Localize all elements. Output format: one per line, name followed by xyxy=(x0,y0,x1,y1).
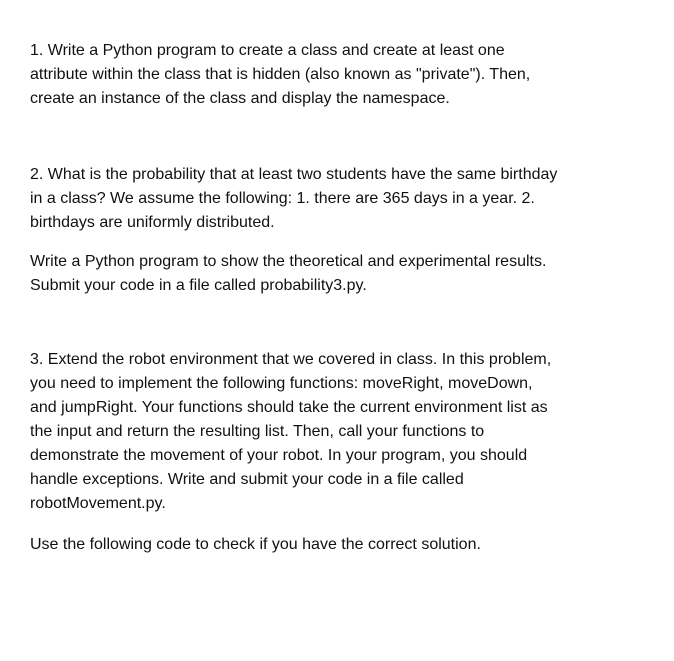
text-line: 2. What is the probability that at least two students have the same birthday xyxy=(30,166,558,183)
text-line: in a class? We assume the following: 1. there are 365 days in a year. 2. xyxy=(30,190,535,207)
text-line: the input and return the resulting list. Then, call your functions to xyxy=(30,423,485,440)
text-line: demonstrate the movement of your robot. In your program, you should xyxy=(30,447,528,464)
text-line: birthdays are uniformly distributed. xyxy=(30,214,275,231)
text-line: 3. Extend the robot environment that we covered in class. In this problem, xyxy=(30,351,552,368)
text-line: Write a Python program to show the theoretical and experimental results. xyxy=(30,253,547,270)
question-1-text xyxy=(30,39,530,111)
question-3-text xyxy=(30,348,551,516)
text-line: create an instance of the class and display the namespace. xyxy=(30,90,450,107)
text-line: robotMovement.py. xyxy=(30,495,166,512)
text-line: 1. Write a Python program to create a class and create at least one xyxy=(30,42,505,59)
text-line: attribute within the class that is hidden (also known as "private"). Then, xyxy=(30,66,531,83)
text-line: handle exceptions. Write and submit your code in a file called xyxy=(30,471,464,488)
text-line: Use the following code to check if you have the correct solution. xyxy=(30,536,481,553)
text-line: you need to implement the following functions: moveRight, moveDown, xyxy=(30,375,533,392)
question-2-text xyxy=(30,163,557,235)
question-2-followup xyxy=(30,250,546,298)
text-line: Submit your code in a file called probability3.py. xyxy=(30,277,367,294)
question-3-followup xyxy=(30,533,481,557)
text-line: and jumpRight. Your functions should take the current environment list as xyxy=(30,399,548,416)
